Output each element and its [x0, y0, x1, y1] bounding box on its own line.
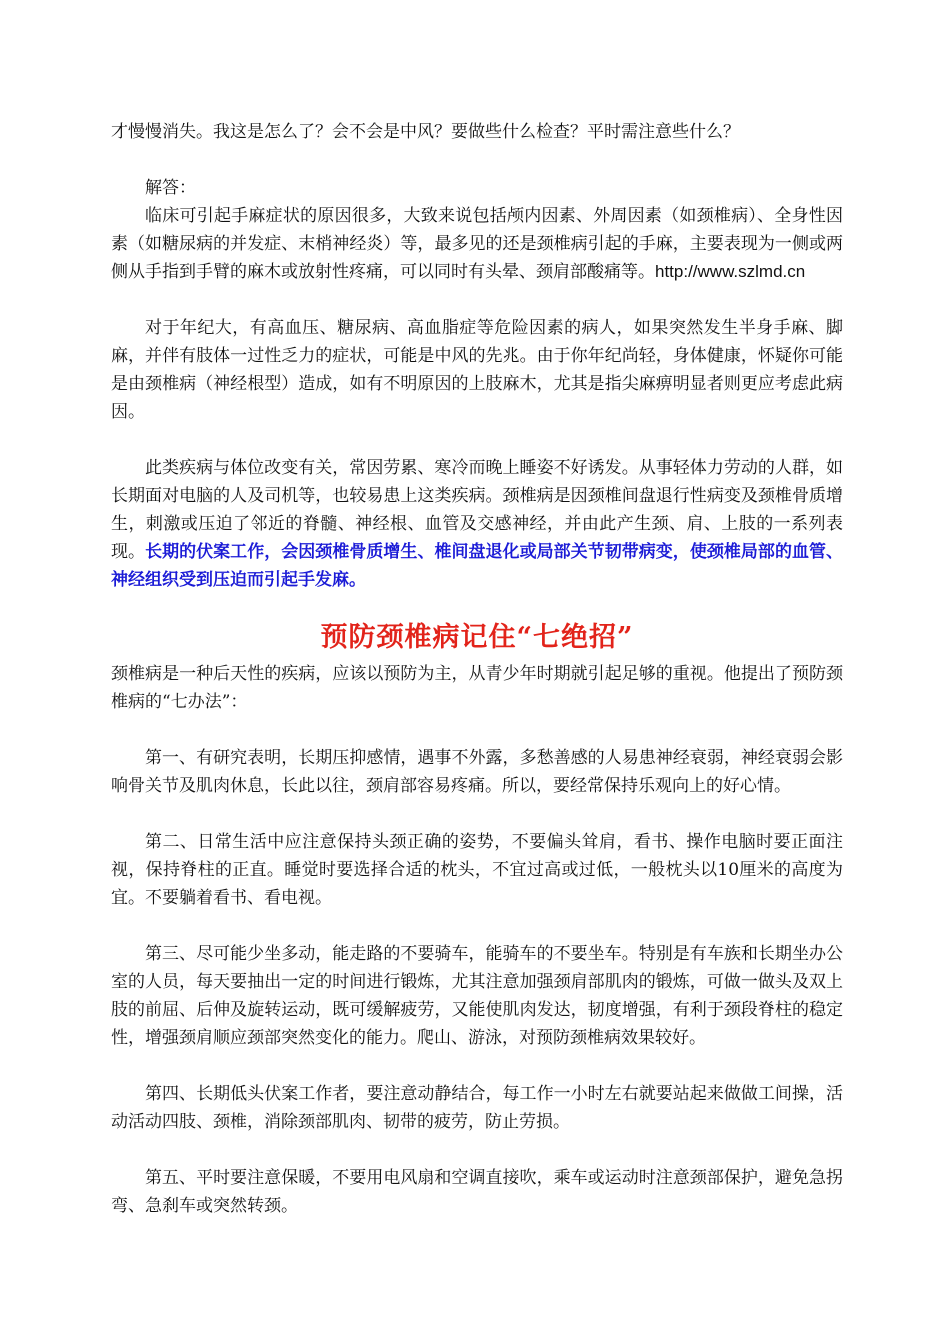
spacer — [111, 426, 843, 454]
spacer — [111, 912, 843, 940]
spacer — [111, 716, 843, 744]
spacer — [111, 286, 843, 314]
answer-paragraph-3 — [111, 454, 843, 594]
tip-1: 第一、有研究表明，长期压抑感情，遇事不外露，多愁善感的人易患神经衰弱，神经衰弱会影响骨关节及肌肉休息，长此以往，颈肩部容易疼痛。所以，要经常保持乐观向上的好心情。 — [111, 748, 843, 796]
section-title: 预防颈椎病记住“七绝招” — [320, 622, 634, 653]
answer-label: 解答： — [145, 178, 196, 198]
document-page — [111, 118, 843, 1220]
tip-5: 第五、平时要注意保暖，不要用电风扇和空调直接吹，乘车或运动时注意颈部保护，避免急拐弯、急刹车或突然转颈。 — [111, 1168, 843, 1216]
answer-paragraph-3-text: 此类疾病与体位改变有关，常因劳累、寒冷而晚上睡姿不好诱发。从事轻体力劳动的人群，如长期面对电脑的人及司机等，也较易患上这类疾病。颈椎病是因颈椎间盘退行性病变及颈椎骨质增生，刺激或压迫了邻近的脊髓、神经根、血管及交感神经，并由此产生颈、肩、上肢的一系列表现。 — [111, 458, 843, 562]
answer-paragraph-2: 对于年纪大，有高血压、糖尿病、高血脂症等危险因素的病人，如果突然发生半身手麻、脚麻，并伴有肢体一过性乏力的症状，可能是中风的先兆。由于你年纪尚轻，身体健康，怀疑你可能是由颈椎病（神经根型）造成，如有不明原因的上肢麻木，尤其是指尖麻痹明显者则更应考虑此病因。 — [111, 318, 843, 422]
emphasis-text: 长期的伏案工作，会因颈椎骨质增生、椎间盘退化或局部关节韧带病变，使颈椎局部的血管、神经组织受到压迫而引起手发麻。 — [111, 542, 844, 590]
answer-paragraph-1-text: 临床可引起手麻症状的原因很多，大致来说包括颅内因素、外周因素（如颈椎病）、全身性因素（如糖尿病的并发症、末梢神经炎）等，最多见的还是颈椎病引起的手麻，主要表现为一侧或两侧从手指到手臂的麻木或放射性疼痛，可以同时有头晕、颈肩部酸痛等。 — [111, 206, 843, 282]
answer-paragraph-1 — [111, 202, 843, 286]
section-heading-wrap — [111, 594, 843, 660]
spacer — [111, 146, 843, 174]
spacer — [111, 1136, 843, 1164]
tip-4: 第四、长期低头伏案工作者，要注意动静结合，每工作一小时左右就要站起来做做工间操，活动活动四肢、颈椎，消除颈部肌肉、韧带的疲劳，防止劳损。 — [111, 1084, 843, 1132]
tip-3: 第三、尽可能少坐多动，能走路的不要骑车，能骑车的不要坐车。特别是有车族和长期坐办公室的人员，每天要抽出一定的时间进行锻炼，尤其注意加强颈肩部肌肉的锻炼，可做一做头及双上肢的前屈、后伸及旋转运动，既可缓解疲劳，又能使肌肉发达，韧度增强，有利于颈段脊柱的稳定性，增强颈肩顺应颈部突然变化的能力。爬山、游泳，对预防颈椎病效果较好。 — [111, 944, 843, 1048]
spacer — [111, 800, 843, 828]
section-lead: 颈椎病是一种后天性的疾病，应该以预防为主，从青少年时期就引起足够的重视。他提出了预防颈椎病的“七办法”： — [111, 664, 843, 712]
spacer — [111, 1052, 843, 1080]
source-url: http://www.szlmd.cn — [655, 262, 806, 281]
tip-2: 第二、日常生活中应注意保持头颈正确的姿势，不要偏头耸肩，看书、操作电脑时要正面注视，保持脊柱的正直。睡觉时要选择合适的枕头，不宜过高或过低，一般枕头以10厘米的高度为宜。不要躺着看书、看电视。 — [111, 832, 843, 908]
question-tail: 才慢慢消失。我这是怎么了？会不会是中风？要做些什么检查？平时需注意些什么？ — [111, 122, 740, 142]
